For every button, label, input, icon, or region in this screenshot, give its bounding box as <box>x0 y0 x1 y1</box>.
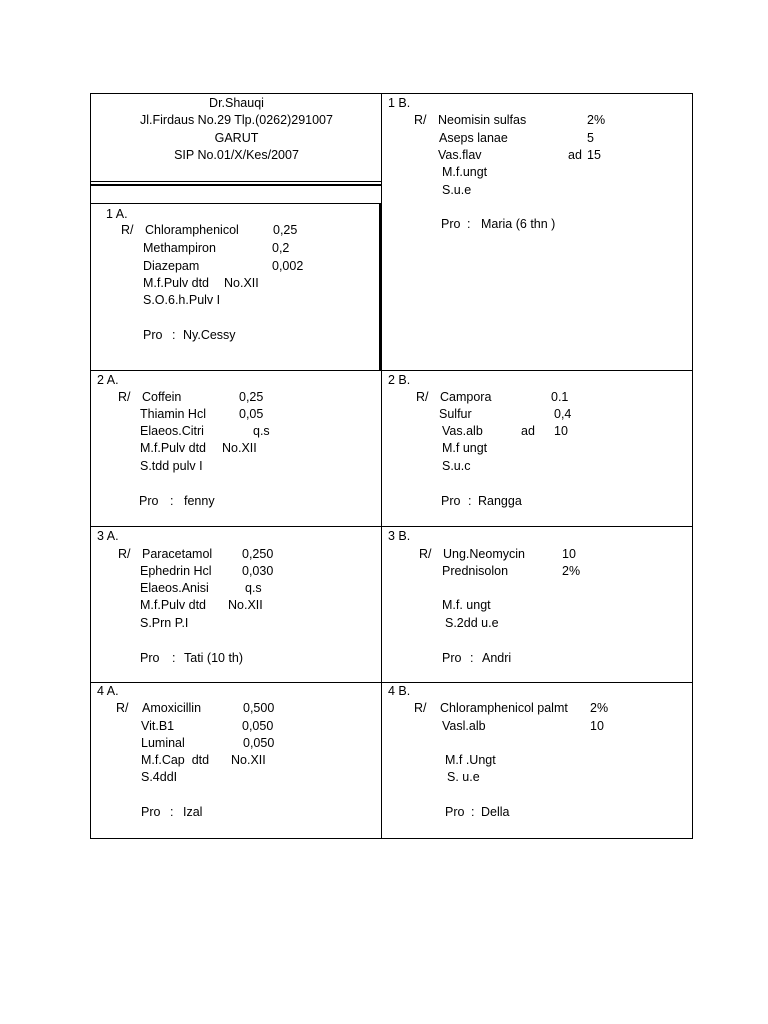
patient-name: Tati (10 th) <box>184 651 244 665</box>
doctor-name: Dr.Shauqi <box>209 96 264 110</box>
row-divider-2 <box>90 526 693 527</box>
patient-colon: : <box>170 805 174 819</box>
signa-instruction: S.2dd u.e <box>445 616 499 630</box>
drug-name: Diazepam <box>143 259 200 273</box>
prescription-label: 2 B. <box>388 373 411 387</box>
patient-name: Izal <box>183 805 203 819</box>
signa-instruction: S.u.c <box>442 459 471 473</box>
patient-colon: : <box>468 494 472 508</box>
patient-name: Maria (6 thn ) <box>481 217 556 231</box>
recipe-symbol: R/ <box>416 390 429 404</box>
drug-quantity: 0,2 <box>272 241 290 255</box>
prescription-label: 1 B. <box>388 96 411 110</box>
patient-colon: : <box>470 651 474 665</box>
formula-instruction: M.f .Ungt <box>445 753 496 767</box>
patient-name: Ny.Cessy <box>183 328 236 342</box>
drug-quantity: 0,25 <box>239 390 264 404</box>
drug-quantity: 10 <box>590 719 604 733</box>
patient-label: Pro <box>143 328 163 342</box>
drug-name: Campora <box>440 390 492 404</box>
signa-instruction: S.tdd pulv I <box>140 459 203 473</box>
clinic-address: Jl.Firdaus No.29 Tlp.(0262)291007 <box>140 113 333 127</box>
license-number: SIP No.01/X/Kes/2007 <box>174 148 299 162</box>
patient-name: Rangga <box>478 494 522 508</box>
signa-instruction: S.Prn P.I <box>140 616 189 630</box>
drug-quantity: 0,500 <box>243 701 275 715</box>
dose-count: No.XII <box>222 441 257 455</box>
dose-count: No.XII <box>224 276 259 290</box>
table-border-top <box>90 93 693 94</box>
drug-name: Neomisin sulfas <box>438 113 527 127</box>
patient-label: Pro <box>445 805 465 819</box>
drug-quantity: 15 <box>587 148 601 162</box>
patient-name: Della <box>481 805 510 819</box>
drug-quantity: 2% <box>562 564 581 578</box>
recipe-symbol: R/ <box>118 547 131 561</box>
drug-quantity: 10 <box>562 547 576 561</box>
signa-instruction: S. u.e <box>447 770 480 784</box>
recipe-symbol: R/ <box>414 701 427 715</box>
prescription-label: 2 A. <box>97 373 119 387</box>
drug-name: Prednisolon <box>442 564 509 578</box>
box-1a-right-thick-border <box>379 204 382 370</box>
drug-quantity: 0,4 <box>554 407 572 421</box>
drug-name: Chloramphenicol <box>145 223 239 237</box>
patient-label: Pro <box>139 494 159 508</box>
drug-name: Chloramphenicol palmt <box>440 701 568 715</box>
drug-quantity: 10 <box>554 424 568 438</box>
ad-marker: ad <box>521 424 535 438</box>
patient-label: Pro <box>140 651 160 665</box>
prescription-label: 1 A. <box>106 207 128 221</box>
patient-name: fenny <box>184 494 215 508</box>
drug-quantity: 0,25 <box>273 223 298 237</box>
drug-quantity: 5 <box>587 131 594 145</box>
drug-quantity: 2% <box>587 113 606 127</box>
patient-colon: : <box>467 217 471 231</box>
patient-label: Pro <box>441 494 461 508</box>
formula-instruction: M.f.Pulv dtd <box>140 598 206 612</box>
drug-name: Ung.Neomycin <box>443 547 525 561</box>
drug-name: Ephedrin Hcl <box>140 564 212 578</box>
drug-quantity: q.s <box>245 581 262 595</box>
recipe-symbol: R/ <box>116 701 129 715</box>
header-double-rule-top <box>90 181 382 182</box>
drug-name: Sulfur <box>439 407 472 421</box>
table-border-left <box>90 93 91 839</box>
drug-quantity: 0,002 <box>272 259 304 273</box>
prescription-label: 3 A. <box>97 529 119 543</box>
patient-colon: : <box>471 805 475 819</box>
row-divider-1 <box>90 370 693 371</box>
drug-quantity: 0.1 <box>551 390 569 404</box>
drug-name: Thiamin Hcl <box>140 407 206 421</box>
row-divider-3 <box>90 682 693 683</box>
ad-marker: ad <box>568 148 582 162</box>
prescription-label: 4 B. <box>388 684 411 698</box>
drug-quantity: 0,050 <box>242 719 274 733</box>
drug-quantity: 0,250 <box>242 547 274 561</box>
formula-instruction: M.f.ungt <box>442 165 488 179</box>
prescription-label: 4 A. <box>97 684 119 698</box>
drug-name: Methampiron <box>143 241 216 255</box>
patient-label: Pro <box>441 217 461 231</box>
drug-name: Coffein <box>142 390 182 404</box>
dose-count: No.XII <box>231 753 266 767</box>
signa-instruction: S.u.e <box>442 183 472 197</box>
drug-name: Vas.flav <box>438 148 482 162</box>
formula-instruction: M.f.Pulv dtd <box>143 276 209 290</box>
patient-name: Andri <box>482 651 512 665</box>
formula-instruction: M.f ungt <box>442 441 488 455</box>
signa-instruction: S.O.6.h.Pulv I <box>143 293 221 307</box>
drug-name: Luminal <box>141 736 185 750</box>
drug-name: Elaeos.Citri <box>140 424 204 438</box>
clinic-city: GARUT <box>214 131 259 145</box>
patient-label: Pro <box>141 805 161 819</box>
recipe-symbol: R/ <box>121 223 134 237</box>
patient-colon: : <box>172 651 176 665</box>
drug-quantity: 2% <box>590 701 609 715</box>
table-border-right <box>692 93 693 839</box>
patient-colon: : <box>170 494 174 508</box>
dose-count: No.XII <box>228 598 263 612</box>
drug-name: Elaeos.Anisi <box>140 581 209 595</box>
table-border-bottom <box>90 838 693 839</box>
formula-instruction: M.f. ungt <box>442 598 491 612</box>
signa-instruction: S.4ddI <box>141 770 178 784</box>
formula-instruction: M.f.Cap dtd <box>141 753 210 767</box>
drug-quantity: 0,030 <box>242 564 274 578</box>
drug-name: Vas.alb <box>442 424 483 438</box>
box-1a-top-border <box>90 203 382 204</box>
patient-label: Pro <box>442 651 462 665</box>
recipe-symbol: R/ <box>419 547 432 561</box>
drug-name: Vit.B1 <box>141 719 175 733</box>
drug-name: Vasl.alb <box>442 719 486 733</box>
header-double-rule-bottom <box>90 184 382 186</box>
drug-name: Aseps lanae <box>439 131 508 145</box>
drug-name: Paracetamol <box>142 547 213 561</box>
drug-quantity: 0,05 <box>239 407 264 421</box>
drug-name: Amoxicillin <box>142 701 202 715</box>
recipe-symbol: R/ <box>118 390 131 404</box>
recipe-symbol: R/ <box>414 113 427 127</box>
drug-quantity: q.s <box>253 424 270 438</box>
formula-instruction: M.f.Pulv dtd <box>140 441 206 455</box>
prescription-label: 3 B. <box>388 529 411 543</box>
drug-quantity: 0,050 <box>243 736 275 750</box>
patient-colon: : <box>172 328 176 342</box>
